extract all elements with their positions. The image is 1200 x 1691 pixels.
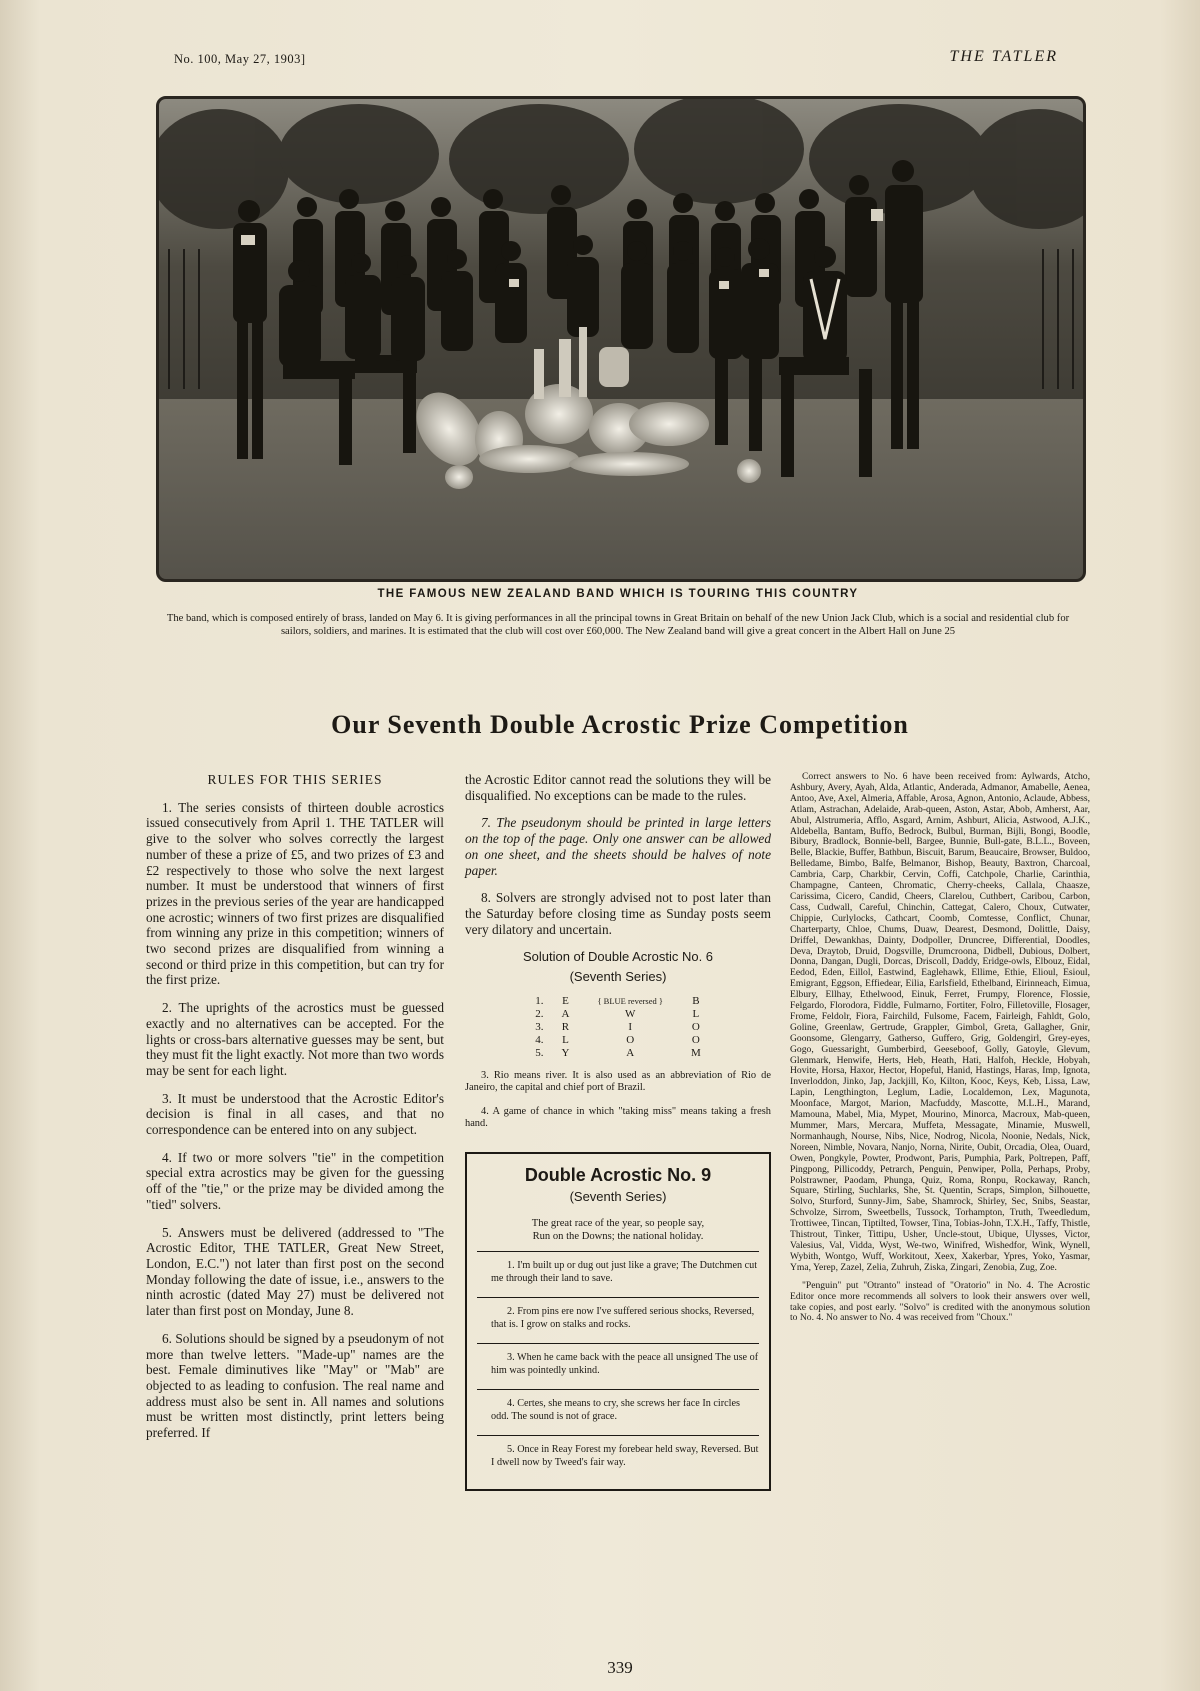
solution-cell: 1. xyxy=(535,994,544,1007)
solution-row xyxy=(521,1008,715,1021)
correct-answers-column xyxy=(790,772,1090,1331)
solution-note-3: 3. Rio means river. It is also used as an abbreviation of Rio de Janeiro, the capital and chief port of Brazil. xyxy=(465,1069,771,1093)
acrostic-intro xyxy=(477,1217,759,1243)
divider xyxy=(477,1343,759,1344)
acrostic-subtitle: (Seventh Series) xyxy=(569,1189,667,1205)
rule-1: 1. The series consists of thirteen double acrostics issued consecutively from April 1. THE TATLER will give to the solver who solves correctly the largest number of these a prize of £5, and two prizes of £3 and £2 respectively to those who solve the next largest number. It must be understood that winners of first prizes in the previous series of the year are handicapped one acrostic; winners of two first prizes are disqualified from winning any prize in this competition; winners of two second prizes are disqualified from winning a second or third prize in this competition, but can try for the first prize. xyxy=(146,799,444,988)
acrostic-clue: 5. Once in Reay Forest my forebear held sway, Reversed. But I dwell now by Tweed's fair way. xyxy=(491,1444,759,1468)
rule-3: 3. It must be understood that the Acrostic Editor's decision is final in all cases, and that no correspondence can be entered into on any subject. xyxy=(146,1090,444,1138)
solution-cell: A xyxy=(561,1007,570,1020)
page-headline: Our Seventh Double Acrostic Prize Competition xyxy=(331,710,909,739)
solution-title: Solution of Double Acrostic No. 6 xyxy=(522,949,714,965)
rule-7: 7. The pseudonym should be printed in large letters on the top of the page. Only one answer can be allowed on one sheet, and the sheets should be halves of note paper. xyxy=(465,815,771,878)
acrostic-clue: 2. From pins ere now I've suffered serious shocks, Reversed, that is. I grow on stalks and rocks. xyxy=(491,1306,755,1330)
solution-subtitle: (Seventh Series) xyxy=(569,969,667,985)
solution-cell: I xyxy=(628,1020,633,1033)
solution-cell: O xyxy=(691,1033,700,1046)
solution-row xyxy=(521,1034,715,1047)
solution-cell: E xyxy=(562,994,569,1007)
photo-caption-title: THE FAMOUS NEW ZEALAND BAND WHICH IS TOURING THIS COUNTRY xyxy=(377,588,859,600)
solution-cell: A xyxy=(626,1046,635,1059)
solution-cell: O xyxy=(626,1033,635,1046)
rule-2: 2. The uprights of the acrostics must be guessed exactly and no alternatives can be accepted. For the lights or cross-bars alternative guesses may be sent, but they must fit the light exactly. Not more than two words may be sent for each light. xyxy=(146,1000,444,1078)
solution-cell: L xyxy=(562,1033,569,1046)
solution-cell: M xyxy=(690,1046,701,1059)
divider xyxy=(477,1389,759,1390)
rule-6-continued: the Acrostic Editor cannot read the solutions they will be disqualified. No exceptions can be made to the rules. xyxy=(465,772,771,803)
acrostic-intro-line: The great race of the year, so people say, xyxy=(531,1218,705,1230)
divider xyxy=(477,1435,759,1436)
solution-cell: 4. xyxy=(535,1033,544,1046)
acrostic-clue: 4. Certes, she means to cry, she screws her face In circles odd. The sound is not of grace. xyxy=(491,1398,740,1422)
rule-8: 8. Solvers are strongly advised not to post later than the Saturday before closing time as Sunday posts seem very dilatory and uncertain. xyxy=(465,890,771,937)
solution-cell: 2. xyxy=(535,1007,544,1020)
middle-column xyxy=(465,772,771,1491)
solution-note-4: 4. A game of chance in which "taking miss" means taking a fresh hand. xyxy=(465,1105,771,1129)
solution-cell: W xyxy=(625,1007,636,1020)
solution-row xyxy=(521,995,715,1008)
acrostic-clue: 1. I'm built up or dug out just like a grave; The Dutchmen cut me through their land to save. xyxy=(491,1260,758,1284)
rule-4: 4. If two or more solvers "tie" in the competition special extra acrostics may be given for the guessing off of the "tie," or the prize may be divided among the "tied" solvers. xyxy=(146,1149,444,1212)
solution-table xyxy=(521,995,715,1060)
solution-cell: 3. xyxy=(535,1020,544,1033)
divider xyxy=(477,1297,759,1298)
photo-caption-text: The band, which is composed entirely of brass, landed on May 6. It is giving performances in all the principal towns in Great Britain on behalf of the new Union Jack Club, which is a social and residential club for sailors, soldiers, and marines. It is estimated that the club will cost over £60,000. The New Zealand band will give a great concert in the Albert Hall on June 25 xyxy=(166,613,1070,637)
solution-row xyxy=(521,1047,715,1060)
rules-column xyxy=(146,772,444,1453)
running-head-issue: No. 100, May 27, 1903] xyxy=(174,52,306,66)
running-head-title: THE TATLER xyxy=(949,48,1058,65)
solution-cell: O xyxy=(691,1020,700,1033)
divider xyxy=(477,1251,759,1252)
solution-cell: 5. xyxy=(535,1046,544,1059)
correct-answers-list: Correct answers to No. 6 have been received from: Aylwards, Atcho, Ashbury, Avery, Ayah, Alda, Atlantic, Anderada, Admanor, Amabelle, Aenea, Antoo, Ave, Axel, Almeria, Affable, Arosa, Agnon, Antonio, Aclaude, Abbess, Atlam, Astrachan, Adelaide, Arab-queen, Aston, Astar, Abob, Amherst, Aar, Abul, Alstrumeria, Afflo, Asgard, Arnim, Ashburt, Alicia, Astwood, A.J.K., Aldebella, Bantam, Buffo, Bedrock, Bulbul, Burman, Bijli, Bongi, Boodle, Bibury, Bradlock, Bonnie-bell, Bargee, Bunnie, Bull-gate, B.L.L., Boveen, Belle, Blackie, Buffer, Bathbun, Biscuit, Barum, Beaucaire, Browser, Buldoo, Belledame, Bimbo, Balfe, Belmanor, Bishop, Beauty, Baxtron, Charcoal, Cambria, Carp, Charkbir, Cervin, Coffi, Catchpole, Charlie, Carinthia, Champagne, Canteen, Chromatic, Cherry-cheeks, Callala, Chaasze, Carissima, Cicero, Candid, Cheers, Clarelou, Cuthbert, Caribou, Carbon, Cass, Cudwall, Careful, Chinchin, Cattegat, Calero, Choux, Cutwater, Chippie, Curlylocks, Cathcart, Coomb, Comtesse, Conflict, Chunar, Charterparty, Chloe, Chums, Duaw, Dearest, Desmond, Dolittle, Daisy, Driffel, Dewankhas, Dainty, Dodpoller, Druncree, Differential, Doodles, Deva, Draytob, Druid, Dogsville, Drumcroona, Didbell, Dubious, Dolbert, Donna, Dangan, Dugli, Dorcas, Driscoll, Daddy, Eridge-owls, Elbouz, Eidal, Eedod, Eden, Eillol, Eastwind, Eaglehawk, Ellime, Ethie, Elioul, Esioul, Emigrant, Eggson, Effiedear, Eilia, Earlsfield, Ethelband, Eirinneach, Eimua, Elbury, Ellhay, Ethelwood, Einuk, Ferret, Frumpy, Florence, Flossie, Felgardo, Florodora, Fiddle, Fulmarno, Fortiter, Folro, Filletoville, Flosager, Frome, Feldolr, Fiora, Fairchild, Fulsome, Facem, Fairleigh, Fahldt, Golo, Goline, Greenlaw, Gertrude, Grappler, Gimbol, Greta, Gallagher, Gnir, Goonsome, Glengarry, Gatherso, Guffero, Grig, Goldengirl, Grey-eyes, Gogo, Guessaright, Gumberbird, Geeseboof, Golly, Gatoyle, Glevum, Glenmark, Henwife, Herts, Heb, Heath, Hati, Halfoh, Heckle, Hobyah, Hovite, Horsa, Haxor, Hector, Hopeful, Hanid, Hastings, Haras, Imp, Ignota, Inverloddon, Jinko, Jap, Jackjill, Ko, Kilton, Kooc, Keys, Keb, Lissa, Law, Lapin, Lengthington, Leglum, Ladie, Localdemon, Lex, Magunota, Moonface, Margot, Marion, Macfuddy, Mascotte, M.L.H., Marand, Mamouna, Mabel, Mia, Mypet, Mourino, Minorca, Macroux, Mab-queen, Mummer, Mars, Mercara, Muffeta, Messagate, Minamie, Muswell, Normanhaugh, Nourse, Nibs, Nice, Nodrog, Nicola, Noonie, Nedals, Nick, Noreen, Nimble, Novara, Nanjo, Norna, Nirite, Oubit, Orcadia, Olea, Ouard, Owen, Pongkyle, Powter, Prodwont, Paris, Pumphia, Park, Poltrepen, Paff, Pingpong, Pillicoddy, Petrarch, Penguin, Penwiper, Polla, Perhaps, Proby, Polstrawner, Paodam, Phunga, Quiz, Roma, Ronpu, Rockaway, Ranch, Square, Stirling, Suchlarks, She, St. Quentin, Scraps, Simplon, Silhouette, Solvo, Sturford, Sunny-Jim, Sabe, Shamrock, Shirley, Sec, Snibs, Seastar, Schvolze, Sirrom, Sweetbells, Tussock, Torhampton, Truth, Tweedledum, Trottiwee, Tincan, Tiptilted, Towser, Tina, Tobias-John, T.X.H., Taffy, Thistle, Thistrout, Tinker, Tittipu, Usher, Uncle-stout, Ubique, Ulysses, Victor, Valesius, Val, Vidda, Wyst, We-two, Winifred, Wishedfor, Wink, Wynell, Wybith, Wontgo, Wuff, Workitout, Xeex, Xakerbar, Ypres, Yoko, Yasmar, Yma, Yerep, Zazel, Zelia, Zuhruh, Ziska, Zingari, Zenobia, Zug, Zoe. xyxy=(790,771,1090,1273)
acrostic-box xyxy=(465,1152,771,1491)
acrostic-intro-line: Run on the Downs; the national holiday. xyxy=(532,1231,704,1243)
band-photograph xyxy=(156,96,1086,582)
solution-cell: R xyxy=(561,1020,570,1033)
solution-cell: L xyxy=(692,1007,700,1020)
rule-5: 5. Answers must be delivered (addressed to "The Acrostic Editor, THE TATLER, Great New Street, London, E.C.") not later than first post on the second Monday following the date of issue, i.e., answers to the ninth acrostic (dated May 27) must be delivered not later than first post on Monday, June 8. xyxy=(146,1224,444,1319)
rule-6: 6. Solutions should be signed by a pseudonym of not more than twelve letters. "Made-up" names are the best. Female diminutives like "May" or "Mab" are objected to as leading to confusion. The real name and address must also be sent in. All names and solutions must be written most distinctly, print letters being preferred. If xyxy=(146,1330,444,1441)
solution-cell: { BLUE reversed } xyxy=(597,995,663,1006)
editor-note: "Penguin" put "Otranto" instead of "Oratorio" in No. 4. The Acrostic Editor once more recommends all solvers to look their answers over well, take copies, and post early. "Solvo" is credited with the anonymous solution to No. 4. No answer to No. 4 was received from "Choux." xyxy=(790,1279,1090,1324)
page-number: 339 xyxy=(607,1658,633,1677)
acrostic-title: Double Acrostic No. 9 xyxy=(524,1164,712,1185)
rules-heading: RULES FOR THIS SERIES xyxy=(207,772,383,787)
acrostic-clue: 3. When he came back with the peace all unsigned The use of him was pointedly unkind. xyxy=(491,1352,759,1376)
solution-row xyxy=(521,1021,715,1034)
solution-cell: Y xyxy=(561,1046,570,1059)
solution-cell: B xyxy=(692,994,700,1007)
